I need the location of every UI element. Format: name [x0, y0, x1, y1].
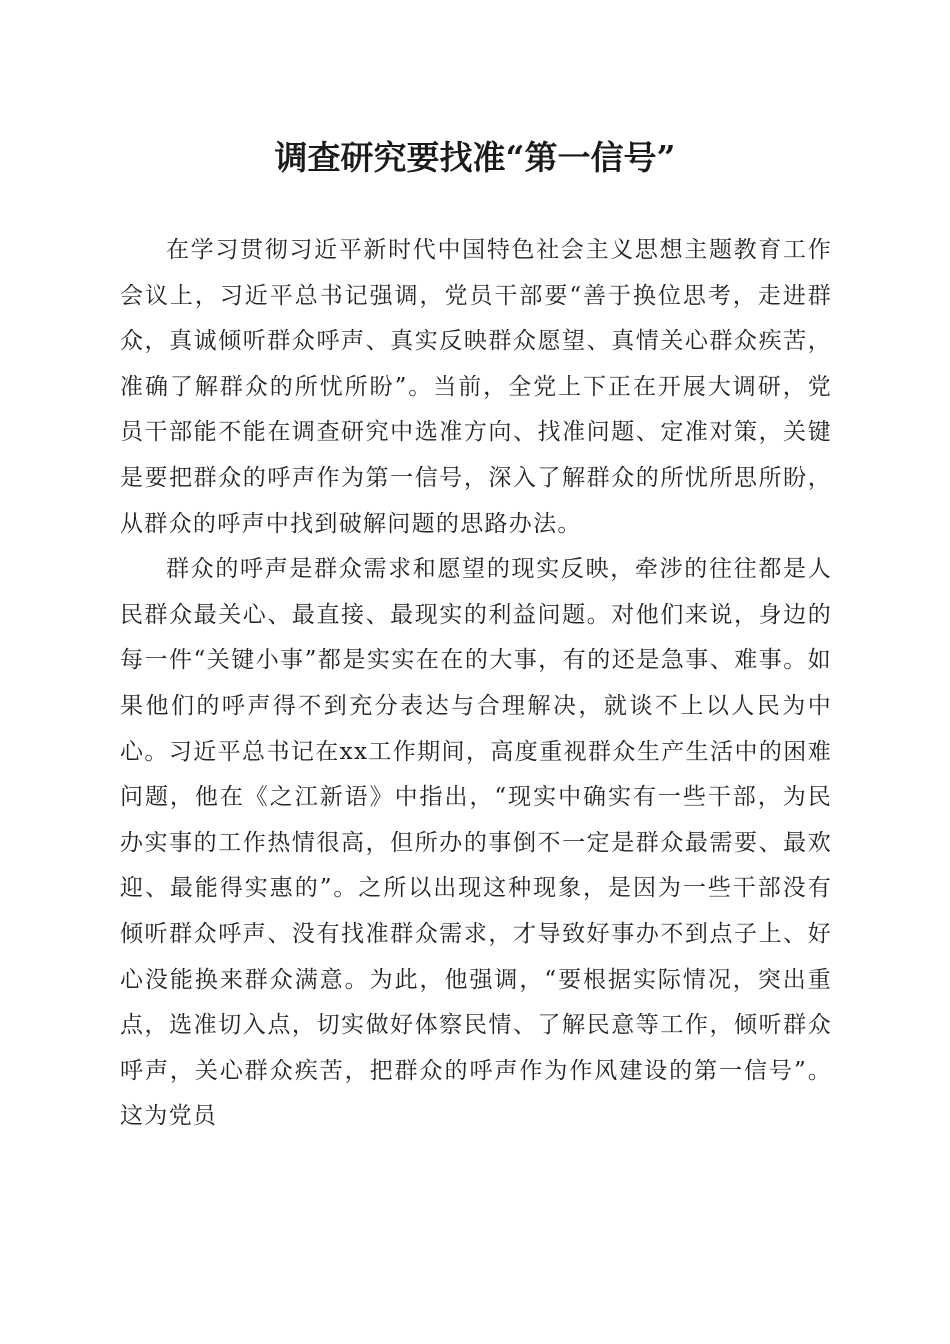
document-title: 调查研究要找准“第一信号”	[274, 138, 676, 177]
paragraph-1: 在学习贯彻习近平新时代中国特色社会主义思想主题教育工作会议上，习近平总书记强调，党员干部要“善于换位思考，走进群众，真诚倾听群众呼声、真实反映群众愿望、真情关心群众疾苦，准确了解群众的所忧所盼”。当前，全党上下正在开展大调研，党员干部能不能在调查研究中选准方向、找准问题、定准对策，关键是要把群众的呼声作为第一信号，深入了解群众的所忧所思所盼，从群众的呼声中找到破解问题的思路办法。	[120, 237, 832, 537]
document-body	[120, 228, 832, 1140]
paragraph-2: 群众的呼声是群众需求和愿望的现实反映，牵涉的往往都是人民群众最关心、最直接、最现实的利益问题。对他们来说，身边的每一件“关键小事”都是实实在在的大事，有的还是急事、难事。如果他们的呼声得不到充分表达与合理解决，就谈不上以人民为中心。习近平总书记在xx工作期间，高度重视群众生产生活中的困难问题，他在《之江新语》中指出，“现实中确实有一些干部，为民办实事的工作热情很高，但所办的事倒不一定是群众最需要、最欢迎、最能得实惠的”。之所以出现这种现象，是因为一些干部没有倾听群众呼声、没有找准群众需求，才导致好事办不到点子上、好心没能换来群众满意。为此，他强调，“要根据实际情况，突出重点，选准切入点，切实做好体察民情、了解民意等工作，倾听群众呼声，关心群众疾苦，把群众的呼声作为作风建设的第一信号”。这为党员	[120, 556, 832, 1130]
